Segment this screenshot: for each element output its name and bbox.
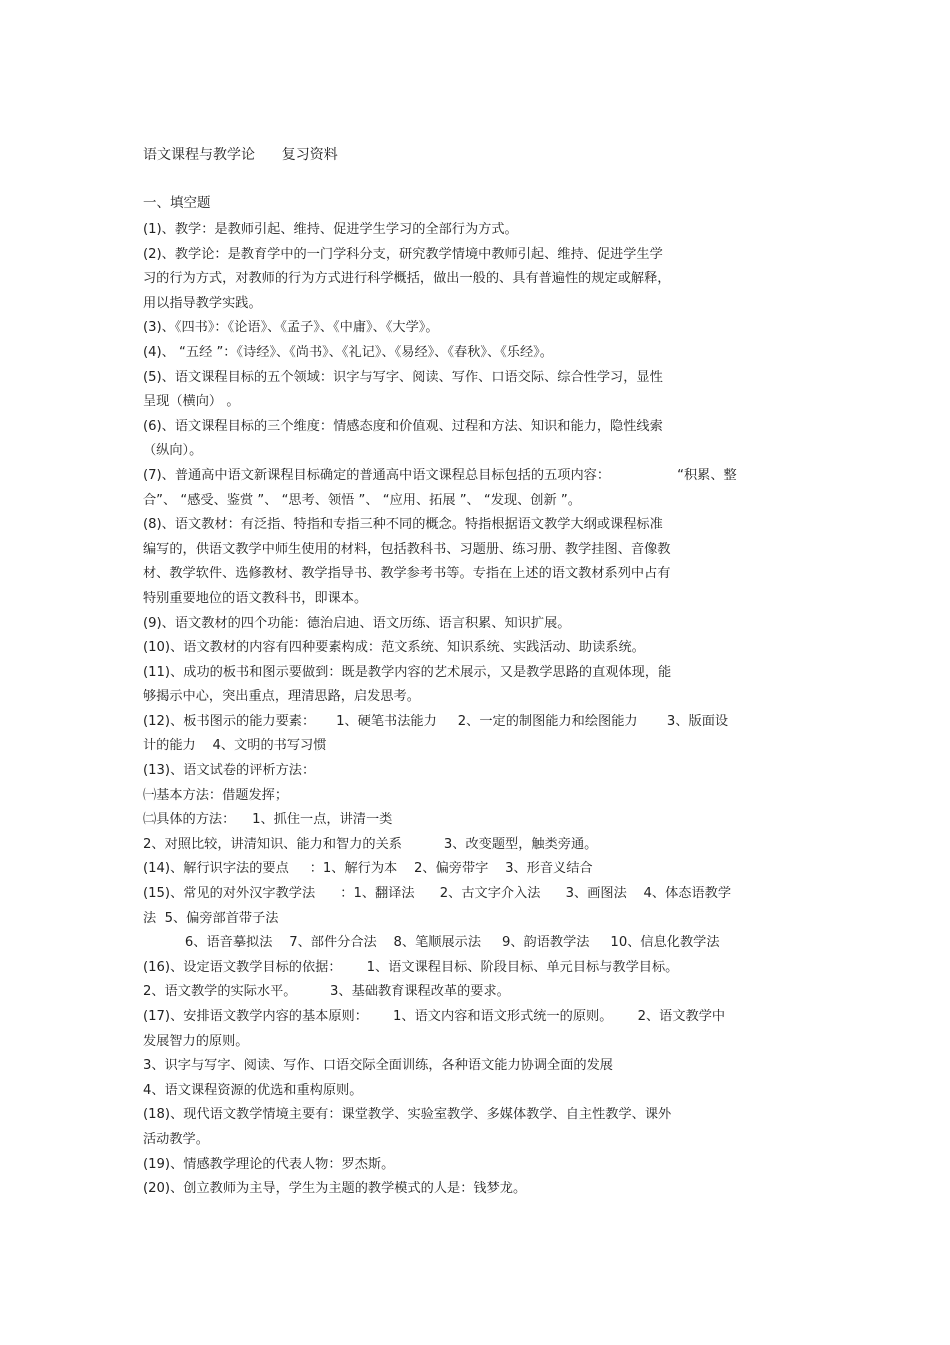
paragraph: (8)、语文教材：有泛指、特指和专指三种不同的概念。特指根据语文教学大纲或课程标准 编写的，供语文教学中师生使用的材料，包括教科书、习题册、练习册、教学挂图、音像教 材、教学软件、选修教材、教学指导书、教学参考书等。专指在上述的语文教材系列中占有 特别重要地位的语文教科书，即课本。 <box>143 517 671 606</box>
paragraph: (18)、现代语文教学情境主要有：课堂教学、实验室教学、多媒体教学、自主性教学、课外 活动教学。 <box>143 1107 672 1147</box>
paragraph: ㈡具体的方法： 1、抓住一点，讲清一类 <box>143 812 393 828</box>
paragraph: (15)、常见的对外汉字教学法 ：1、翻译法 2、古文字介入法 3、画图法 4、体态语教学 法 5、偏旁部首带子法 <box>143 886 732 926</box>
paragraph: (7)、普通高中语文新课程目标确定的普通高中语文课程总目标包括的五项内容： “积累、整 合”、 “感受、鉴赏 ”、 “思考、领悟 ”、 “应用、拓展 ”、 “发现、创新 ”。 <box>143 467 737 508</box>
paragraph: 2、语文教学的实际水平。 3、基础教育课程改革的要求。 <box>143 984 510 1000</box>
paragraph: (11)、成功的板书和图示要做到：既是教学内容的艺术展示，又是教学思路的直观体现，能 够揭示中心，突出重点，理清思路，启发思考。 <box>143 664 672 705</box>
paragraph: (4)、 “五经 ”：《诗经》、《尚书》、《礼记》、《易经》、《春秋》、《乐经》。 <box>143 344 553 360</box>
paragraph: 4、语文课程资源的优选和重构原则。 <box>143 1082 363 1098</box>
paragraph: (10)、语文教材的内容有四种要素构成：范文系统、知识系统、实践活动、助读系统。 <box>143 640 645 656</box>
paragraph: 6、语音摹拟法 7、部件分合法 8、笔顺展示法 9、韵语教学法 10、信息化教学法 <box>143 935 720 951</box>
paragraph: (1)、教学：是教师引起、维持、促进学生学习的全部行为方式。 <box>143 222 518 237</box>
paragraph: (13)、语文试卷的评析方法： <box>143 763 316 779</box>
paragraph: 3、识字与写字、阅读、写作、口语交际全面训练，各种语文能力协调全面的发展 <box>143 1058 613 1074</box>
document-title: 语文课程与教学论 复习资料 <box>143 147 338 163</box>
paragraph: (6)、语文课程目标的三个维度：情感态度和价值观、过程和方法、知识和能力，隐性线索 （纵向）。 <box>143 418 663 459</box>
paragraph: (3)、《四书》：《论语》、《孟子》、《中庸》、《大学》。 <box>143 320 439 336</box>
section-heading: 一、填空题 <box>143 195 211 211</box>
paragraph: 2、对照比较，讲清知识、能力和智力的关系 3、改变题型，触类旁通。 <box>143 836 598 852</box>
paragraph: ㈠基本方法：借题发挥； <box>143 787 289 803</box>
paragraph: (20)、创立教师为主导，学生为主题的教学模式的人是：钱梦龙。 <box>143 1181 527 1197</box>
paragraph: (5)、语文课程目标的五个领域：识字与写字、阅读、写作、口语交际、综合性学习，显性 呈现（横向） 。 <box>143 369 663 410</box>
paragraph: (2)、教学论：是教育学中的一门学科分支，研究教学情境中教师引起、维持、促进学生学 习的行为方式，对教师的行为方式进行科学概括，做出一般的、具有普遍性的规定或解释， 用以指导教学实践。 <box>143 246 671 311</box>
paragraph: (16)、设定语文教学目标的依据： 1、语文课程目标、阶段目标、单元目标与教学目标。 <box>143 959 679 975</box>
paragraph: (17)、安排语文教学内容的基本原则： 1、语文内容和语文形式统一的原则。 2、语文教学中 发展智力的原则。 <box>143 1009 726 1049</box>
paragraph: (12)、板书图示的能力要素： 1、硬笔书法能力 2、一定的制图能力和绘图能力 3、版面设 计的能力 4、文明的书写习惯 <box>143 713 729 754</box>
document-body <box>143 218 808 1202</box>
paragraph: (14)、解行识字法的要点 ：1、解行为本 2、偏旁带字 3、形音义结合 <box>143 861 593 877</box>
paragraph: (9)、语文教材的四个功能：德治启迪、语文历练、语言积累、知识扩展。 <box>143 615 571 631</box>
paragraph: (19)、情感教学理论的代表人物：罗杰斯。 <box>143 1156 395 1172</box>
